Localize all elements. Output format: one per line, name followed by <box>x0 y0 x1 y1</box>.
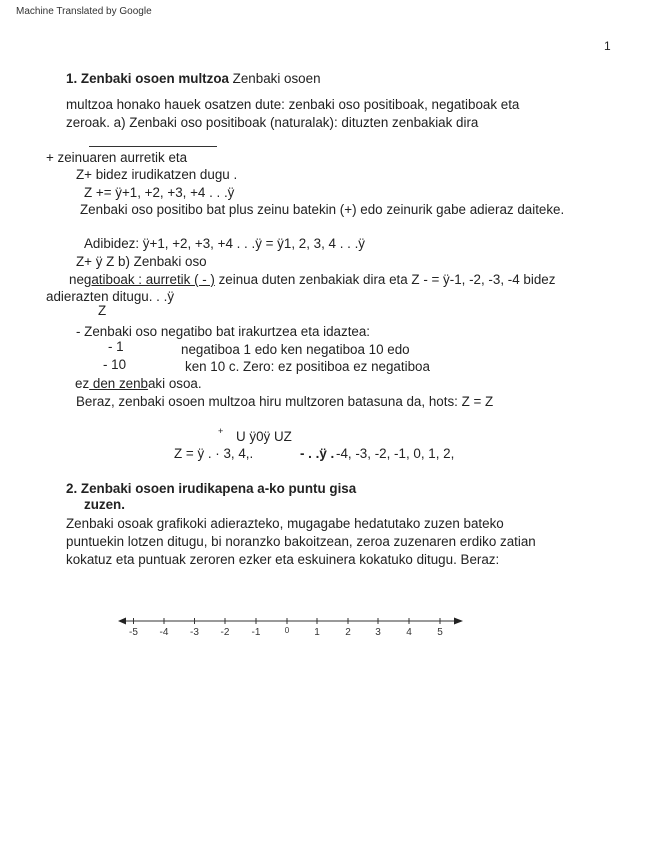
formula-superscript-text: U ÿ0ÿ UZ <box>236 429 292 444</box>
section2-heading-line1: 2. Zenbaki osoen irudikapena a-ko puntu gisa <box>66 481 357 496</box>
neg-pre: ne <box>69 272 84 287</box>
section2-para-line3: kokatuz eta puntuak zeroren ezker eta eskuinera kokatuko ditugu. Beraz: <box>66 552 500 567</box>
formula-right: -4, -3, -2, -1, 0, 1, 2, <box>336 446 455 461</box>
tick-label: -4 <box>159 627 169 638</box>
negative-definition-line2: adierazten ditugu. . .ÿ <box>46 289 175 304</box>
tick-label: 3 <box>375 627 381 638</box>
minus-one-text: negatiboa 1 edo ken negatiboa 10 edo <box>181 342 410 357</box>
tick-label: 2 <box>345 627 351 638</box>
neg-underlined: gatiboak : aurretik ( - ) <box>83 272 215 287</box>
tick-label: -5 <box>129 627 138 638</box>
machine-translation-watermark: Machine Translated by Google <box>16 6 152 17</box>
formula-left: Z = ÿ . · 3, 4,. <box>174 446 254 461</box>
section1-para2-line1: + zeinuaren aurretik eta <box>46 150 188 165</box>
arrow-right-icon <box>454 618 463 625</box>
section1-para2-line2: Z+ bidez irudikatzen dugu . <box>76 167 238 182</box>
zplus-set-definition: Z += ÿ+1, +2, +3, +4 . . .ÿ <box>84 185 235 200</box>
number-line-graphic <box>118 614 463 644</box>
zero-pre: ez <box>75 376 90 391</box>
read-write-heading: - Zenbaki oso negatibo bat irakurtzea eta idaztea: <box>76 324 371 339</box>
section2-heading-line2: zuzen. <box>84 497 125 512</box>
negative-definition-z: Z <box>98 303 107 318</box>
minus-one-label: - 1 <box>108 339 124 354</box>
zero-definition-line <box>75 377 202 390</box>
section1-para1-line1: multzoa honako hauek osatzen dute: zenbaki oso positiboak, negatiboak eta <box>66 97 520 112</box>
zero-underlined: den zenb <box>89 376 148 391</box>
arrow-left-icon <box>118 618 126 625</box>
neg-post: zeinua duten zenbakiak dira eta Z - = ÿ-1, -2, -3, -4 bidez <box>214 272 556 287</box>
integer-number-line <box>118 614 463 644</box>
section1-para2-line4: Zenbaki oso positibo bat plus zeinu batekin (+) edo zeinurik gabe adieraz daiteke. <box>80 202 565 217</box>
union-line: Beraz, zenbaki osoen multzoa hiru multzoren batasuna da, hots: Z = Z <box>76 394 494 409</box>
tick-label: 1 <box>314 627 320 638</box>
formula-superscript-plus: + <box>218 426 224 436</box>
tick-label: 5 <box>437 627 443 638</box>
tick-label: -1 <box>251 627 261 638</box>
tick-label: 4 <box>406 627 412 638</box>
negative-definition-line1 <box>69 273 555 286</box>
tick-label: -2 <box>220 627 230 638</box>
minus-ten-label: - 10 <box>103 357 127 372</box>
section1-para1-line2: zeroak. a) Zenbaki oso positiboak (naturalak): dituzten zenbakiak dira <box>66 115 479 130</box>
zplus-subset-line: Z+ ÿ Z b) Zenbaki oso <box>76 254 207 269</box>
page-number: 1 <box>604 39 611 53</box>
section1-heading-bold: 1. Zenbaki osoen multzoa <box>66 71 229 86</box>
fill-blank-line <box>89 146 217 147</box>
section2-para-line2: puntuekin lotzen ditugu, bi noranzko bakoitzean, zeroa zuzenaren erdiko zatian <box>66 534 536 549</box>
tick-label: 0 <box>284 626 290 635</box>
tick-label: -3 <box>190 627 199 638</box>
section1-heading-rest: Zenbaki osoen <box>228 71 321 86</box>
minus-ten-text: ken 10 c. Zero: ez positiboa ez negatiboa <box>185 359 430 374</box>
section2-para-line1: Zenbaki osoak grafikoki adierazteko, mugagabe hedatutako zuzen bateko <box>66 516 504 531</box>
zero-post: aki osoa. <box>147 376 202 391</box>
formula-bold: - . .ÿ . <box>300 446 335 461</box>
example-line: Adibidez: ÿ+1, +2, +3, +4 . . .ÿ = ÿ1, 2, 3, 4 . . .ÿ <box>84 236 365 251</box>
section1-heading <box>66 72 321 85</box>
